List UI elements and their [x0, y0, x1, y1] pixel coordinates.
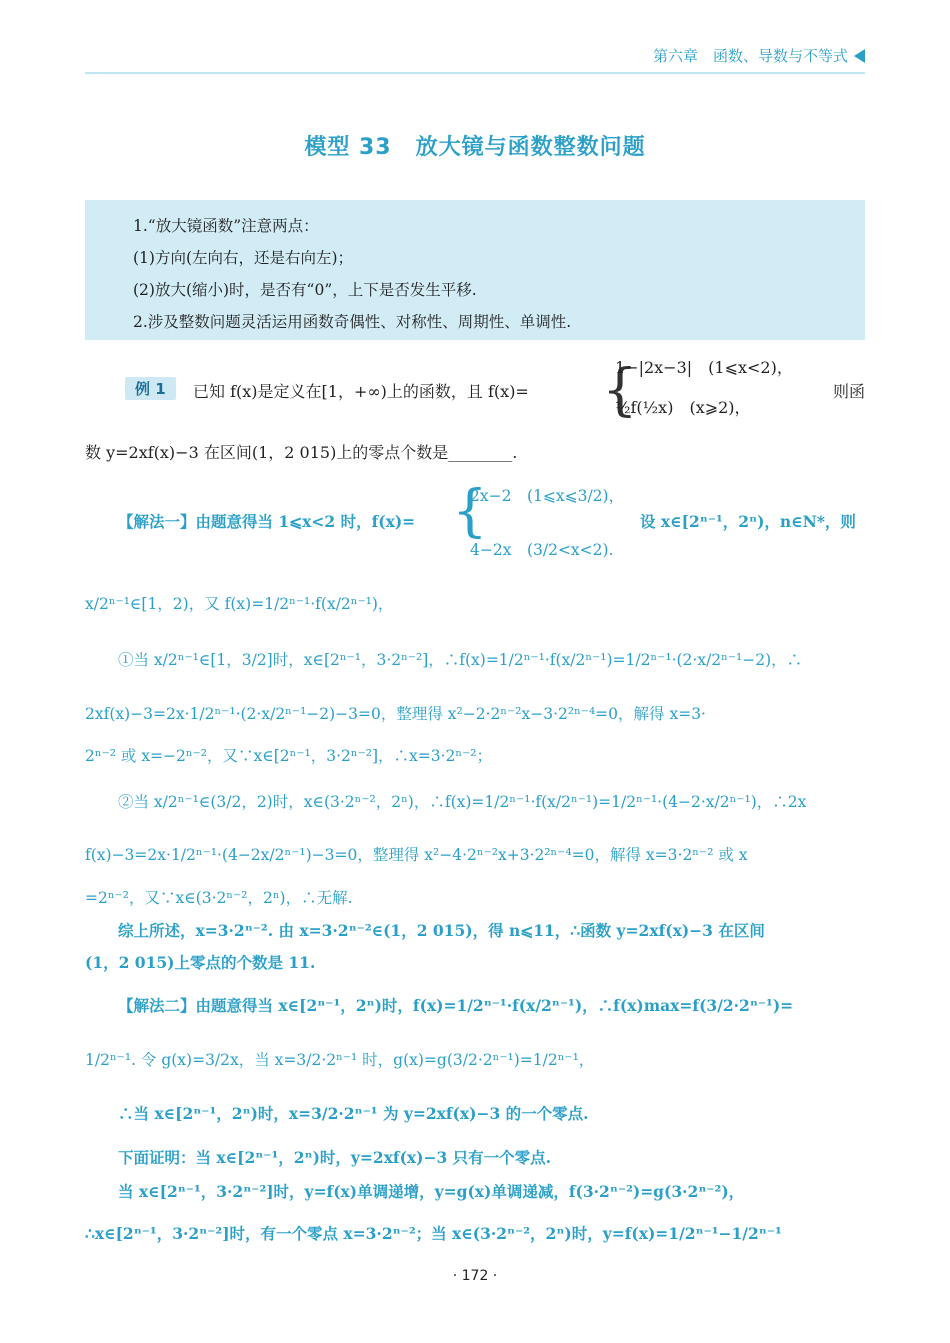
- example-case-1: 1−|2x−3| (1⩽x<2)，: [615, 358, 793, 377]
- left-brace-icon: {: [452, 479, 488, 544]
- example-question: 数 y=2xf(x)−3 在区间(1，2 015)上的零点个数是________.: [85, 443, 518, 462]
- solution-case-2-head: ②当 x/2ⁿ⁻¹∈(3/2，2)时，x∈(3·2ⁿ⁻²，2ⁿ)，∴f(x)=1/2ⁿ⁻¹·f(x/2ⁿ⁻¹)=1/2ⁿ⁻¹·(4−2·x/2ⁿ⁻¹)，∴2x: [118, 793, 807, 811]
- solution-line-7: f(x)−3=2x·1/2ⁿ⁻¹·(4−2x/2ⁿ⁻¹)−3=0，整理得 x²−4·2ⁿ⁻²x+3·2²ⁿ⁻⁴=0，解得 x=3·2ⁿ⁻² 或 x: [85, 846, 748, 864]
- solution-line-2: x/2ⁿ⁻¹∈[1，2)，又 f(x)=1/2ⁿ⁻¹·f(x/2ⁿ⁻¹)，: [85, 595, 394, 613]
- left-brace-icon: {: [602, 358, 638, 423]
- page-number: · 172 ·: [452, 1268, 498, 1284]
- solution-1-assume: 设 x∈[2ⁿ⁻¹，2ⁿ)，n∈N*，则: [640, 512, 856, 531]
- tip-line-1: 1.“放大镜函数”注意两点：: [133, 217, 319, 235]
- solution-1-case-2: 4−2x (3/2<x<2).: [470, 541, 614, 559]
- model-number: 模型 33: [304, 135, 392, 160]
- example-1: [85, 355, 865, 435]
- solution-2-line-5: 当 x∈[2ⁿ⁻¹，3·2ⁿ⁻²]时，y=f(x)单调递增，y=g(x)单调递减，f(3·2ⁿ⁻²)=g(3·2ⁿ⁻²)，: [118, 1182, 745, 1201]
- solution-2-line-3: ∴当 x∈[2ⁿ⁻¹，2ⁿ)时，x=3/2·2ⁿ⁻¹ 为 y=2xf(x)−3 的一个零点.: [118, 1104, 589, 1123]
- tip-line-2: (1)方向(左向右，还是右向左)；: [133, 249, 354, 267]
- example-text: 已知 f(x)是定义在[1，+∞)上的函数，且 f(x)=: [193, 382, 529, 401]
- example-label: 例 1: [125, 377, 176, 400]
- tip-box: [85, 200, 865, 340]
- solution-1-case-1: 2x−2 (1⩽x⩽3/2)，: [470, 487, 625, 505]
- solution-2-proof: 下面证明：当 x∈[2ⁿ⁻¹，2ⁿ)时，y=2xf(x)−3 只有一个零点.: [118, 1148, 552, 1167]
- solution-line-5: 2ⁿ⁻² 或 x=−2ⁿ⁻²，又∵x∈[2ⁿ⁻¹，3·2ⁿ⁻²]，∴x=3·2ⁿ⁻²；: [85, 747, 492, 765]
- solution-summary: 综上所述，x=3·2ⁿ⁻². 由 x=3·2ⁿ⁻²∈(1，2 015)，得 n⩽11，∴函数 y=2xf(x)−3 在区间: [118, 921, 765, 940]
- model-name: 放大镜与函数整数问题: [415, 135, 646, 160]
- chapter-label: 第六章 函数、导数与不等式: [652, 47, 848, 65]
- chapter-title: [653, 45, 865, 66]
- example-tail: 则函: [832, 382, 865, 401]
- triangle-marker-icon: [854, 49, 865, 63]
- tip-line-4: 2.涉及整数问题灵活运用函数奇偶性、对称性、周期性、单调性.: [133, 313, 572, 331]
- solution-1-intro: 【解法一】由题意得当 1⩽x<2 时，f(x)=: [118, 512, 416, 531]
- solution-case-1-head: ①当 x/2ⁿ⁻¹∈[1，3/2]时，x∈[2ⁿ⁻¹，3·2ⁿ⁻²]，∴f(x)=1/2ⁿ⁻¹·f(x/2ⁿ⁻¹)=1/2ⁿ⁻¹·(2·x/2ⁿ⁻¹−2)，∴: [118, 651, 803, 669]
- solution-answer: (1，2 015)上零点的个数是 11.: [85, 953, 316, 972]
- tip-line-3: (2)放大(缩小)时，是否有“0”，上下是否发生平移.: [133, 281, 477, 299]
- solution-line-4: 2xf(x)−3=2x·1/2ⁿ⁻¹·(2·x/2ⁿ⁻¹−2)−3=0，整理得 x²−2·2ⁿ⁻²x−3·2²ⁿ⁻⁴=0，解得 x=3·: [85, 705, 706, 723]
- solution-2-intro: 【解法二】由题意得当 x∈[2ⁿ⁻¹，2ⁿ)时，f(x)=1/2ⁿ⁻¹·f(x/2ⁿ⁻¹)，∴f(x)max=f(3/2·2ⁿ⁻¹)=: [118, 996, 794, 1015]
- page-header: [85, 40, 865, 74]
- example-case-2: ½f(½x) (x⩾2)，: [615, 398, 751, 417]
- solution-2-line-2: 1/2ⁿ⁻¹. 令 g(x)=3/2x，当 x=3/2·2ⁿ⁻¹ 时，g(x)=g(3/2·2ⁿ⁻¹)=1/2ⁿ⁻¹，: [85, 1051, 595, 1069]
- page-title: [0, 130, 950, 161]
- solution-line-8: =2ⁿ⁻²，又∵x∈(3·2ⁿ⁻²，2ⁿ)，∴无解.: [85, 889, 353, 907]
- solution-2-line-6: ∴x∈[2ⁿ⁻¹，3·2ⁿ⁻²]时，有一个零点 x=3·2ⁿ⁻²；当 x∈(3·2ⁿ⁻²，2ⁿ)时，y=f(x)=1/2ⁿ⁻¹−1/2ⁿ⁻¹: [85, 1224, 782, 1243]
